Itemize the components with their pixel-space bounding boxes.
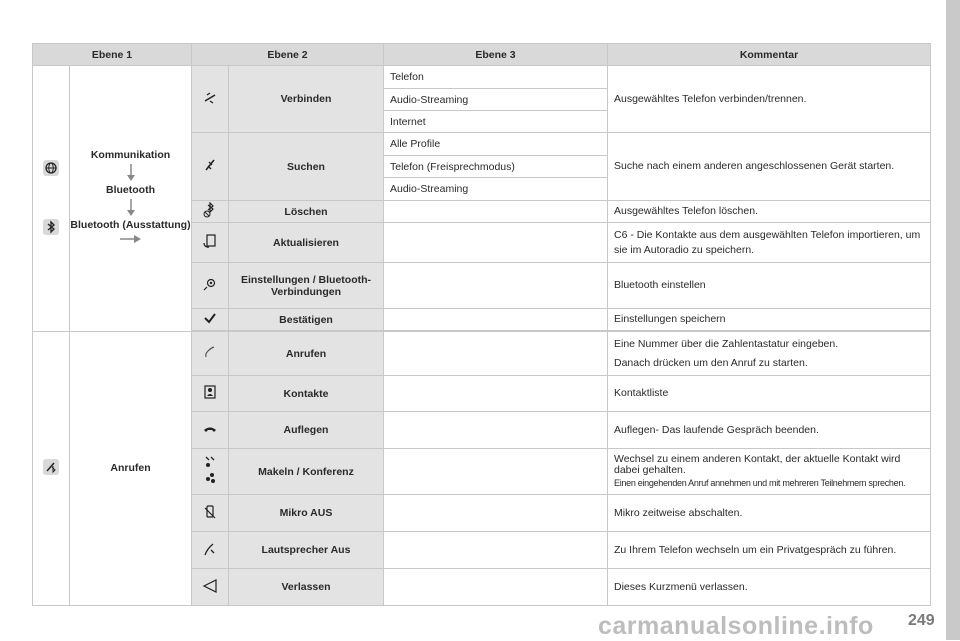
phone-bt-icon [33,332,70,606]
loeschen-comment: Ausgewähltes Telefon löschen. [608,201,931,223]
hang-up-icon [192,412,229,449]
verlassen-comment: Dieses Kurzmenü verlassen. [608,569,931,606]
suchen-comment: Suche nach einem anderen angeschlossenen Gerät starten. [608,133,931,201]
anrufen-comment-2: Danach drücken um den Anruf zu starten. [614,356,808,369]
makeln-comment [608,449,931,495]
settings-icon [192,263,229,309]
arrow-down-icon [126,164,136,182]
section1-icons [33,66,70,332]
refresh-contacts-icon [192,223,229,263]
verbinden-label: Verbinden [229,66,384,133]
arrow-right-icon [120,234,142,244]
table-header [33,44,931,66]
table-row [33,66,931,89]
kontakte-label: Kontakte [229,376,384,412]
auflegen-comment: Auflegen- Das laufende Gespräch beenden. [608,412,931,449]
header-level1: Ebene 1 [33,44,192,66]
table-row [33,332,931,376]
header-level2: Ebene 2 [192,44,384,66]
back-icon [192,569,229,606]
mikro-aus-comment: Mikro zeitweise abschalten. [608,495,931,532]
kontakte-comment: Kontaktliste [608,376,931,412]
verbinden-comment: Ausgewähltes Telefon verbinden/trennen. [608,66,931,133]
mute-mic-icon [192,495,229,532]
lautsprecher-comment: Zu Ihrem Telefon wechseln um ein Privatgespräch zu führen. [608,532,931,569]
sub-alle-profile: Alle Profile [384,133,608,156]
menu-table [32,43,931,606]
sub-internet: Internet [384,111,608,133]
page-number: 249 [908,612,935,629]
einstellungen-comment: Bluetooth einstellen [608,263,931,309]
suchen-label: Suchen [229,133,384,201]
makeln-label: Makeln / Konferenz [229,449,384,495]
check-icon [192,309,229,331]
sub-audio-streaming: Audio-Streaming [384,89,608,111]
anrufen-comment [608,332,931,376]
conference-icon [192,449,229,495]
makeln-comment-small: Einen eingehenden Anruf annehmen und mit mehreren Teilnehmern sprechen. [614,477,906,488]
speaker-off-icon [192,532,229,569]
sub-audio-streaming-2: Audio-Streaming [384,178,608,201]
section1-level1 [70,66,192,332]
anrufen-level1-label: Anrufen [70,332,192,606]
bestaetigen-comment: Einstellungen speichern [608,309,931,331]
bluetooth-equipment-label: Bluetooth (Ausstattung) [70,218,191,231]
link-icon [192,66,229,133]
right-scrollbar[interactable] [946,0,960,640]
verlassen-label: Verlassen [229,569,384,606]
auflegen-label: Auflegen [229,412,384,449]
bluetooth-icon [33,218,69,239]
bestaetigen-label: Bestätigen [229,309,384,331]
mikro-aus-label: Mikro AUS [229,495,384,532]
aktualisieren-label: Aktualisieren [229,223,384,263]
anrufen-label: Anrufen [229,332,384,376]
kommunikation-label: Kommunikation [90,149,171,162]
sub-telefon: Telefon [384,66,608,89]
loeschen-label: Löschen [229,201,384,223]
arrow-down-icon [126,199,136,217]
phone-icon [192,332,229,376]
makeln-comment-main: Wechsel zu einem anderen Kontakt, der aktuelle Kontakt wird dabei gehalten. [614,452,901,477]
aktualisieren-comment: C6 - Die Kontakte aus dem ausgewählten Telefon importieren, um sie im Autoradio zu speichern. [608,223,931,263]
bluetooth-label: Bluetooth [106,183,155,196]
delete-bluetooth-icon [192,201,229,223]
watermark: carmanualsonline.info [598,612,874,640]
header-level3: Ebene 3 [384,44,608,66]
header-comment: Kommentar [608,44,931,66]
einstellungen-label: Einstellungen / Bluetooth-Verbindungen [229,263,384,309]
anrufen-comment-1: Eine Nummer über die Zahlentastatur eingeben. [614,338,839,351]
globe-icon [33,159,69,180]
search-phone-icon [192,133,229,201]
sub-telefon-freisprech: Telefon (Freisprechmodus) [384,156,608,178]
contacts-icon [192,376,229,412]
lautsprecher-label: Lautsprecher Aus [229,532,384,569]
